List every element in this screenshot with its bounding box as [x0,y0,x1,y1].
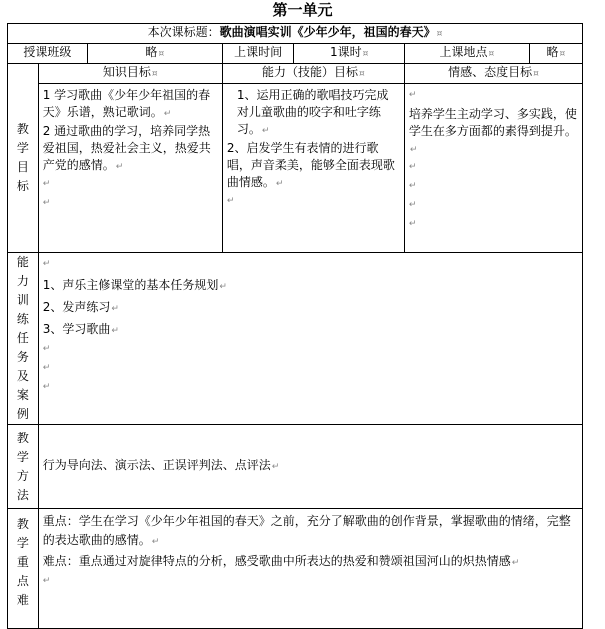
tasks-side-label: 能 力 训 练 任 务 及 案 例 [8,253,39,425]
class-label: 授课班级 [8,44,88,64]
info-row [8,44,583,64]
task-item-1: 1、声乐主修课堂的基本任务规划↵ [42,278,227,292]
key-points-side-label: 教 学 重 点 难 [8,509,39,629]
course-title-value: 歌曲演唱实训《少年少年，祖国的春天》 [219,25,436,39]
hours-value: 1课时¤ [294,44,404,64]
course-title-cell: 本次课标题：歌曲演唱实训《少年少年，祖国的春天》¤ [8,24,583,44]
knowledge-header: 知识目标¤ [38,64,222,84]
methods-content: 行为导向法、演示法、正误评判法、点评法↵ [38,425,582,509]
ability-goal-1: 1、运用正确的歌唱技巧完成对儿童歌曲的咬字和吐字练习。↵ [236,88,389,136]
methods-row [8,425,583,509]
course-title-row [8,24,583,44]
emotion-goals: ↵ 培养学生主动学习、多实践，使学生在多方面都的素得到提升。↵ ↵ ↵ ↵ ↵ [404,84,582,253]
knowledge-goals: 1 学习歌曲《少年少年祖国的春天》乐谱，熟记歌词。↵ 2 通过歌曲的学习，培养同学热爱祖国，热爱社会主义，热爱共产党的感情。↵ ↵ ↵ [38,84,222,253]
ability-goals: 1、运用正确的歌唱技巧完成对儿童歌曲的咬字和吐字练习。↵ 2、启发学生有表情的进行歌唱，声音柔美，能够全面表现歌曲情感。↵ ↵ [222,84,404,253]
ability-goal-2: 2、启发学生有表情的进行歌唱，声音柔美，能够全面表现歌曲情感。↵ [226,141,395,189]
ability-header: 能力（技能）目标¤ [222,64,404,84]
task-item-3: 3、学习歌曲↵ [42,322,119,336]
emotion-goal-1: 培养学生主动学习、多实践，使学生在多方面都的素得到提升。↵ [408,107,577,155]
place-label: 上课地点¤ [404,44,529,64]
lesson-plan-table [7,23,583,629]
class-value: 略¤ [87,44,222,64]
tasks-row [8,253,583,425]
course-title-prefix: 本次课标题： [147,25,220,39]
knowledge-goal-1: 1 学习歌曲《少年少年祖国的春天》乐谱，熟记歌词。↵ [42,88,211,119]
knowledge-goal-2: 2 通过歌曲的学习，培养同学热爱祖国，热爱社会主义，热爱共产党的感情。↵ [42,124,211,172]
page-title: 第一单元 [272,1,333,19]
time-label: 上课时间 [222,44,294,64]
emotion-header: 情感、态度目标¤ [404,64,582,84]
tasks-content: ↵ 1、声乐主修课堂的基本任务规划↵ 2、发声练习↵ 3、学习歌曲↵ ↵ ↵ ↵ [38,253,582,425]
key-point-difficulty: 难点：重点通过对旋律特点的分析，感受歌曲中所表达的热爱和赞颂祖国河山的炽热情感↵ [42,554,520,568]
key-points-content: 重点：学生在学习《少年少年祖国的春天》之前，充分了解歌曲的创作背景，掌握歌曲的情绪，完整的表达歌曲的感情。↵ 难点：重点通过对旋律特点的分析，感受歌曲中所表达的热爱和赞颂祖国河山的炽热情感↵ ↵ [38,509,582,629]
goals-content-row [8,84,583,253]
goals-header-row [8,64,583,84]
key-points-row [8,509,583,629]
methods-side-label: 教 学 方 法 [8,425,39,509]
place-value: 略¤ [529,44,582,64]
key-point-focus: 重点：学生在学习《少年少年祖国的春天》之前，充分了解歌曲的创作背景，掌握歌曲的情绪，完整的表达歌曲的感情。↵ [42,514,571,547]
goals-side-label: 教 学 目 标 [8,64,39,253]
task-item-2: 2、发声练习↵ [42,300,119,314]
